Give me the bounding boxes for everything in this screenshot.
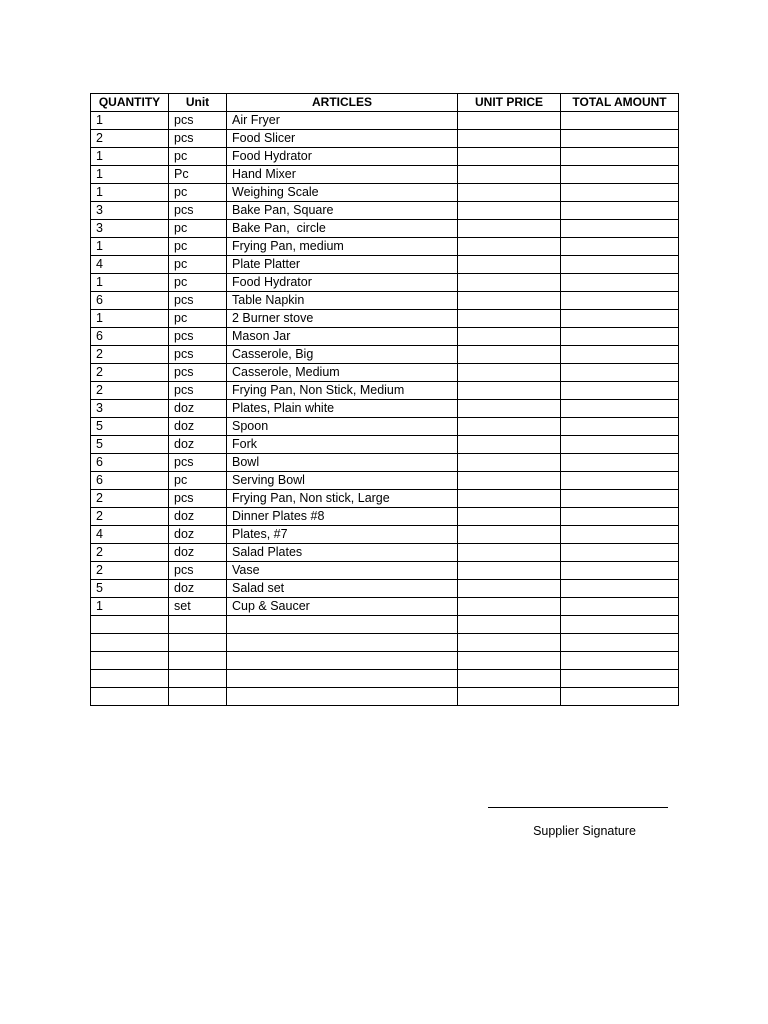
article-cell: Plate Platter xyxy=(227,256,458,274)
table-row xyxy=(91,148,679,166)
unit-cell: doz xyxy=(169,436,227,454)
unit-price-cell xyxy=(458,472,561,490)
quantity-cell: 4 xyxy=(91,256,169,274)
unit-price-cell xyxy=(458,598,561,616)
total-amount-cell xyxy=(561,292,679,310)
unit-cell: set xyxy=(169,598,227,616)
unit-cell: doz xyxy=(169,526,227,544)
article-cell: Salad Plates xyxy=(227,544,458,562)
unit-price-cell xyxy=(458,202,561,220)
quantity-cell: 4 xyxy=(91,526,169,544)
unit-cell: doz xyxy=(169,400,227,418)
unit-price-cell xyxy=(458,616,561,634)
quantity-cell: 5 xyxy=(91,580,169,598)
unit-cell: doz xyxy=(169,508,227,526)
article-cell xyxy=(227,670,458,688)
total-amount-cell xyxy=(561,184,679,202)
article-cell: Frying Pan, Non stick, Large xyxy=(227,490,458,508)
quantity-cell: 2 xyxy=(91,346,169,364)
unit-price-cell xyxy=(458,166,561,184)
article-cell: Dinner Plates #8 xyxy=(227,508,458,526)
unit-cell xyxy=(169,634,227,652)
unit-cell: pcs xyxy=(169,328,227,346)
unit-price-cell xyxy=(458,220,561,238)
unit-cell: pc xyxy=(169,148,227,166)
total-amount-cell xyxy=(561,310,679,328)
unit-cell: pcs xyxy=(169,292,227,310)
table-row xyxy=(91,256,679,274)
total-amount-cell xyxy=(561,652,679,670)
unit-price-cell xyxy=(458,328,561,346)
article-cell: Vase xyxy=(227,562,458,580)
quantity-cell: 1 xyxy=(91,166,169,184)
table-row xyxy=(91,238,679,256)
supplier-signature-label: Supplier Signature xyxy=(533,824,636,838)
table-row xyxy=(91,292,679,310)
unit-price-cell xyxy=(458,364,561,382)
items-table xyxy=(90,93,679,706)
quantity-cell: 6 xyxy=(91,292,169,310)
unit-cell: pcs xyxy=(169,130,227,148)
table-row xyxy=(91,598,679,616)
total-amount-cell xyxy=(561,598,679,616)
quantity-cell xyxy=(91,616,169,634)
unit-cell xyxy=(169,616,227,634)
article-cell: Casserole, Medium xyxy=(227,364,458,382)
unit-cell: pcs xyxy=(169,490,227,508)
total-amount-cell xyxy=(561,382,679,400)
header-total-amount: TOTAL AMOUNT xyxy=(561,94,679,112)
article-cell: Hand Mixer xyxy=(227,166,458,184)
unit-cell: doz xyxy=(169,544,227,562)
total-amount-cell xyxy=(561,616,679,634)
unit-price-cell xyxy=(458,580,561,598)
unit-cell: pc xyxy=(169,220,227,238)
unit-cell: pc xyxy=(169,238,227,256)
table-row xyxy=(91,508,679,526)
unit-price-cell xyxy=(458,544,561,562)
article-cell: Table Napkin xyxy=(227,292,458,310)
unit-price-cell xyxy=(458,400,561,418)
article-cell: Weighing Scale xyxy=(227,184,458,202)
unit-price-cell xyxy=(458,112,561,130)
quantity-cell: 2 xyxy=(91,364,169,382)
quantity-cell: 2 xyxy=(91,382,169,400)
total-amount-cell xyxy=(561,112,679,130)
quantity-cell: 3 xyxy=(91,400,169,418)
unit-cell: pcs xyxy=(169,382,227,400)
table-row xyxy=(91,544,679,562)
unit-price-cell xyxy=(458,256,561,274)
unit-price-cell xyxy=(458,130,561,148)
article-cell: Plates, #7 xyxy=(227,526,458,544)
quantity-cell: 1 xyxy=(91,274,169,292)
total-amount-cell xyxy=(561,364,679,382)
article-cell: Mason Jar xyxy=(227,328,458,346)
article-cell: Casserole, Big xyxy=(227,346,458,364)
total-amount-cell xyxy=(561,688,679,706)
table-row xyxy=(91,634,679,652)
article-cell: Food Hydrator xyxy=(227,148,458,166)
total-amount-cell xyxy=(561,328,679,346)
article-cell: Bake Pan, circle xyxy=(227,220,458,238)
total-amount-cell xyxy=(561,490,679,508)
table-row xyxy=(91,202,679,220)
unit-price-cell xyxy=(458,346,561,364)
total-amount-cell xyxy=(561,454,679,472)
total-amount-cell xyxy=(561,274,679,292)
unit-price-cell xyxy=(458,562,561,580)
table-row xyxy=(91,184,679,202)
table-row xyxy=(91,328,679,346)
quantity-cell: 5 xyxy=(91,436,169,454)
table-row xyxy=(91,112,679,130)
total-amount-cell xyxy=(561,166,679,184)
total-amount-cell xyxy=(561,526,679,544)
unit-price-cell xyxy=(458,652,561,670)
table-row xyxy=(91,220,679,238)
unit-cell: Pc xyxy=(169,166,227,184)
total-amount-cell xyxy=(561,220,679,238)
unit-cell: pc xyxy=(169,256,227,274)
unit-cell: doz xyxy=(169,418,227,436)
article-cell: Bake Pan, Square xyxy=(227,202,458,220)
table-row xyxy=(91,130,679,148)
unit-cell: pcs xyxy=(169,112,227,130)
purchase-order-sheet xyxy=(90,93,679,706)
header-unit: Unit xyxy=(169,94,227,112)
article-cell: Food Slicer xyxy=(227,130,458,148)
table-row xyxy=(91,382,679,400)
unit-price-cell xyxy=(458,670,561,688)
quantity-cell xyxy=(91,652,169,670)
quantity-cell: 3 xyxy=(91,202,169,220)
unit-price-cell xyxy=(458,292,561,310)
total-amount-cell xyxy=(561,418,679,436)
article-cell: Fork xyxy=(227,436,458,454)
total-amount-cell xyxy=(561,562,679,580)
total-amount-cell xyxy=(561,634,679,652)
article-cell xyxy=(227,616,458,634)
table-row xyxy=(91,454,679,472)
quantity-cell: 6 xyxy=(91,472,169,490)
total-amount-cell xyxy=(561,202,679,220)
header-unit-price: UNIT PRICE xyxy=(458,94,561,112)
article-cell xyxy=(227,652,458,670)
table-row xyxy=(91,472,679,490)
table-row xyxy=(91,166,679,184)
table-row xyxy=(91,580,679,598)
unit-cell: doz xyxy=(169,580,227,598)
article-cell: Cup & Saucer xyxy=(227,598,458,616)
total-amount-cell xyxy=(561,508,679,526)
total-amount-cell xyxy=(561,400,679,418)
header-quantity: QUANTITY xyxy=(91,94,169,112)
article-cell: Spoon xyxy=(227,418,458,436)
article-cell: Salad set xyxy=(227,580,458,598)
header-row xyxy=(91,94,679,112)
unit-price-cell xyxy=(458,238,561,256)
table-row xyxy=(91,418,679,436)
unit-cell xyxy=(169,670,227,688)
total-amount-cell xyxy=(561,346,679,364)
total-amount-cell xyxy=(561,436,679,454)
unit-cell: pcs xyxy=(169,202,227,220)
quantity-cell xyxy=(91,688,169,706)
total-amount-cell xyxy=(561,544,679,562)
unit-price-cell xyxy=(458,310,561,328)
unit-cell: pc xyxy=(169,310,227,328)
article-cell: Frying Pan, medium xyxy=(227,238,458,256)
unit-price-cell xyxy=(458,148,561,166)
unit-price-cell xyxy=(458,184,561,202)
unit-cell: pcs xyxy=(169,346,227,364)
total-amount-cell xyxy=(561,130,679,148)
quantity-cell: 1 xyxy=(91,598,169,616)
table-row xyxy=(91,274,679,292)
unit-cell: pcs xyxy=(169,454,227,472)
quantity-cell: 2 xyxy=(91,544,169,562)
quantity-cell: 6 xyxy=(91,328,169,346)
article-cell: Air Fryer xyxy=(227,112,458,130)
unit-price-cell xyxy=(458,634,561,652)
signature-line xyxy=(488,807,668,808)
unit-cell: pc xyxy=(169,184,227,202)
quantity-cell: 1 xyxy=(91,148,169,166)
unit-cell xyxy=(169,688,227,706)
table-row xyxy=(91,562,679,580)
total-amount-cell xyxy=(561,238,679,256)
article-cell xyxy=(227,688,458,706)
article-cell: Bowl xyxy=(227,454,458,472)
quantity-cell: 1 xyxy=(91,184,169,202)
total-amount-cell xyxy=(561,472,679,490)
quantity-cell xyxy=(91,634,169,652)
total-amount-cell xyxy=(561,580,679,598)
unit-price-cell xyxy=(458,418,561,436)
unit-cell: pcs xyxy=(169,562,227,580)
table-row xyxy=(91,364,679,382)
quantity-cell: 2 xyxy=(91,562,169,580)
table-row xyxy=(91,346,679,364)
article-cell xyxy=(227,634,458,652)
unit-cell: pc xyxy=(169,472,227,490)
quantity-cell: 2 xyxy=(91,490,169,508)
quantity-cell: 1 xyxy=(91,112,169,130)
article-cell: Food Hydrator xyxy=(227,274,458,292)
quantity-cell: 2 xyxy=(91,130,169,148)
unit-price-cell xyxy=(458,382,561,400)
table-row xyxy=(91,616,679,634)
table-row xyxy=(91,652,679,670)
unit-price-cell xyxy=(458,490,561,508)
table-row xyxy=(91,436,679,454)
quantity-cell: 6 xyxy=(91,454,169,472)
total-amount-cell xyxy=(561,256,679,274)
total-amount-cell xyxy=(561,148,679,166)
quantity-cell: 5 xyxy=(91,418,169,436)
article-cell: 2 Burner stove xyxy=(227,310,458,328)
table-row xyxy=(91,670,679,688)
table-row xyxy=(91,688,679,706)
table-row xyxy=(91,526,679,544)
table-row xyxy=(91,490,679,508)
unit-price-cell xyxy=(458,526,561,544)
unit-cell: pc xyxy=(169,274,227,292)
quantity-cell xyxy=(91,670,169,688)
unit-price-cell xyxy=(458,454,561,472)
items-table-body xyxy=(91,112,679,706)
article-cell: Frying Pan, Non Stick, Medium xyxy=(227,382,458,400)
article-cell: Plates, Plain white xyxy=(227,400,458,418)
article-cell: Serving Bowl xyxy=(227,472,458,490)
unit-price-cell xyxy=(458,508,561,526)
quantity-cell: 3 xyxy=(91,220,169,238)
total-amount-cell xyxy=(561,670,679,688)
quantity-cell: 2 xyxy=(91,508,169,526)
items-table-header xyxy=(91,94,679,112)
quantity-cell: 1 xyxy=(91,310,169,328)
unit-price-cell xyxy=(458,688,561,706)
unit-cell xyxy=(169,652,227,670)
table-row xyxy=(91,310,679,328)
unit-cell: pcs xyxy=(169,364,227,382)
unit-price-cell xyxy=(458,274,561,292)
header-articles: ARTICLES xyxy=(227,94,458,112)
table-row xyxy=(91,400,679,418)
unit-price-cell xyxy=(458,436,561,454)
quantity-cell: 1 xyxy=(91,238,169,256)
